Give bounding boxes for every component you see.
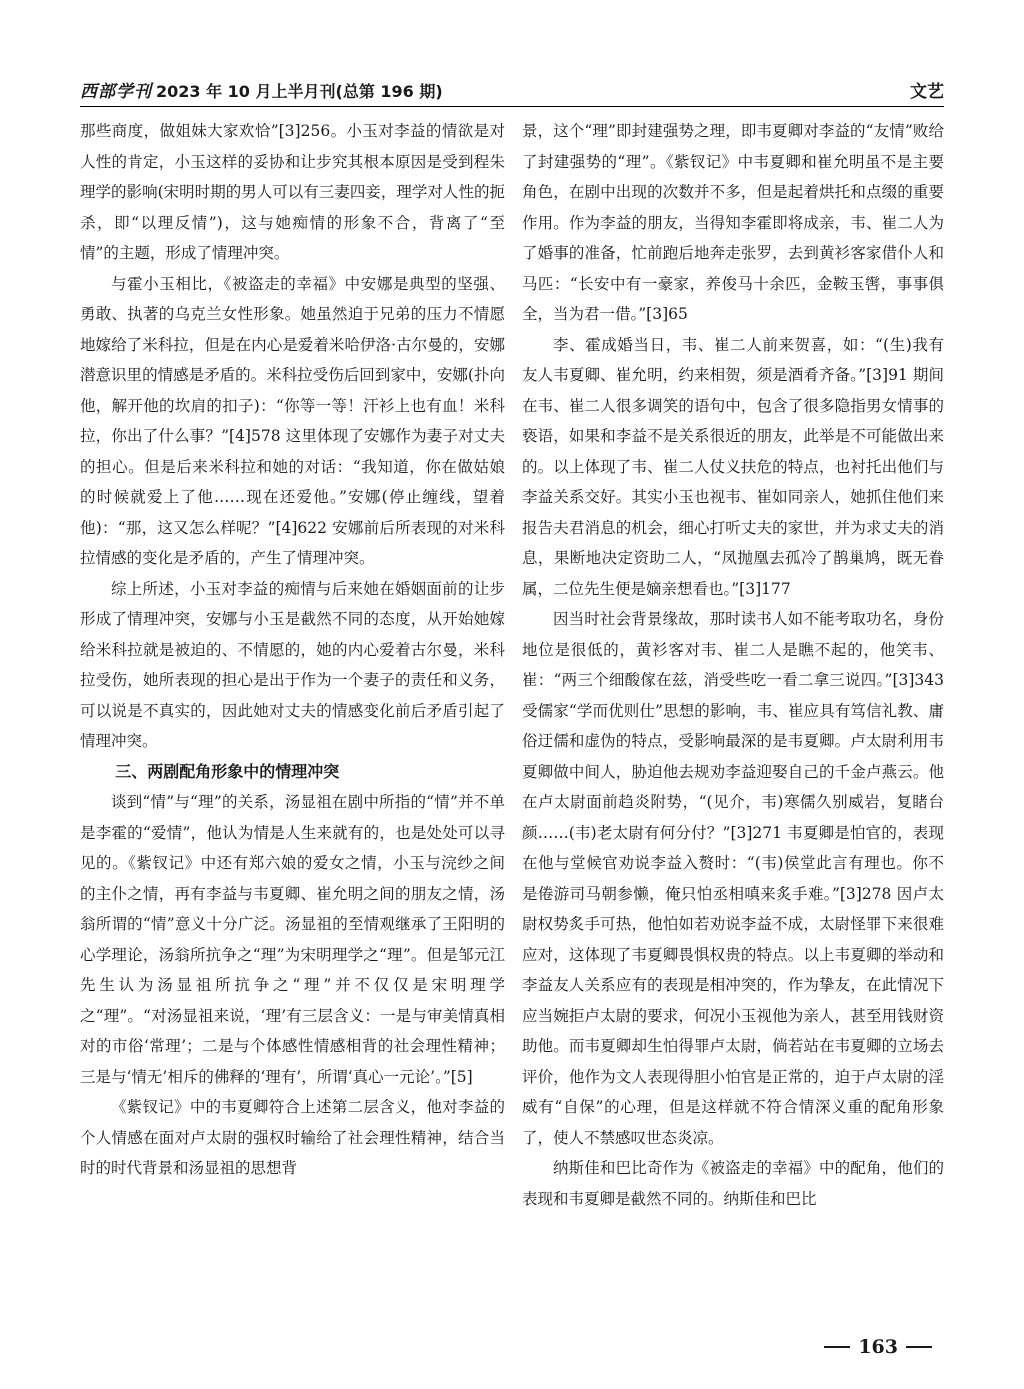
section-heading: 三、两剧配角形象中的情理冲突 (115, 761, 340, 781)
section-label: 文艺 (910, 82, 944, 102)
page-number: 163 (858, 1336, 898, 1358)
left-column (80, 116, 505, 1184)
journal-logo: 西部学刊 (80, 82, 152, 102)
paragraph: 与霍小玉相比，《被盗走的幸福》中安娜是典型的坚强、勇敢、执著的乌克兰女性形象。她虽然迫于兄弟的压力不情愿地嫁给了米科拉，但是在内心是爱着米哈伊洛·古尔曼的，安娜潜意识里的情感是矛盾的。米科拉受伤后回到家中，安娜(扑向他，解开他的坎肩的扣子)：“你等一等！汗衫上也有血！米科拉，你出了什么事？”[4]578 这里体现了安娜作为妻子对丈夫的担心。但是后来米科拉和她的对话：“我知道，你在做姑娘的时候就爱上了他……现在还爱他。”安娜(停止缠线，望着他)：“那，这又怎么样呢？”[4]622 安娜前后所表现的对米科拉情感的变化是矛盾的，产生了情理冲突。 (80, 274, 505, 567)
header-left (80, 77, 443, 102)
issue-info: 2023 年 10 月上半月刊(总第 196 期) (156, 82, 443, 101)
folio-dash-left (824, 1346, 850, 1348)
paragraph: 景，这个“理”即封建强势之理，即韦夏卿对李益的“友情”败给了封建强势的“理”。《紫钗记》中韦夏卿和崔允明虽不是主要角色，在剧中出现的次数并不多，但是起着烘托和点缀的重要作用。作为李益的朋友，当得知李霍即将成亲，韦、崔二人为了婚事的准备，忙前跑后地奔走张罗，去到黄衫客家借仆人和马匹：“长安中有一豪家，养俊马十余匹，金鞍玉辔，事事俱全，当为君一借。”[3]65 (522, 122, 944, 323)
paragraph: 谈到“情”与“理”的关系，汤显祖在剧中所指的“情”并不单是李霍的“爱情”，他认为情是人生来就有的，也是处处可以寻见的。《紫钗记》中还有郑六娘的爱女之情，小玉与浣纱之间的主仆之情，再有李益与韦夏卿、崔允明之间的朋友之情，汤翁所谓的“情”意义十分广泛。汤显祖的至情观继承了王阳明的心学理论，汤翁所抗争之“理”为宋明理学之“理”。但是邹元江先生认为汤显祖所抗争之“理”并不仅仅是宋明理学之“理”。“对汤显祖来说，‘理’有三层含义：一是与审美情真相对的市俗‘常理’；二是与个体感性情感相背的社会理性精神；三是与‘情无’相斥的佛释的‘理有’，所谓‘真心一元论’。”[5] (80, 793, 505, 1086)
paragraph: 综上所述，小玉对李益的痴情与后来她在婚姻面前的让步形成了情理冲突，安娜与小玉是截然不同的态度，从开始她嫁给米科拉就是被迫的、不情愿的，她的内心爱着古尔曼，米科拉受伤，她所表现的担心是出于作为一个妻子的责任和义务，可以说是不真实的，因此她对丈夫的情感变化前后矛盾引起了情理冲突。 (80, 579, 505, 750)
paragraph: 纳斯佳和巴比奇作为《被盗走的幸福》中的配角，他们的表现和韦夏卿是截然不同的。纳斯佳和巴比 (522, 1159, 944, 1208)
paragraph: 李、霍成婚当日，韦、崔二人前来贺喜，如：“(生)我有友人韦夏卿、崔允明，约来相贺，须是酒肴齐备。”[3]91 期间在韦、崔二人很多调笑的语句中，包含了很多隐指男女情事的亵语，如果和李益不是关系很近的朋友，此举是不可能做出来的。以上体现了韦、崔二人仗义扶危的特点，也衬托出他们与李益关系交好。其实小玉也视韦、崔如同亲人，她抓住他们来报告夫君消息的机会，细心打听丈夫的家世，并为求丈夫的消息，果断地决定资助二人，“凤抛凰去孤冷了鹊巢鸠，既无眷属，二位先生便是嫡亲想看也。”[3]177 (522, 335, 944, 598)
running-header (80, 72, 944, 107)
right-column (522, 116, 944, 1214)
page-number-footer (824, 1336, 932, 1358)
paragraph: 因当时社会背景缘故，那时读书人如不能考取功名，身份地位是很低的，黄衫客对韦、崔二人是瞧不起的，他笑韦、崔：“两三个细酸傢在兹，消受些吃一看二拿三说四。”[3]343 受儒家“学而优则仕”思想的影响，韦、崔应具有笃信礼教、庸俗迂儒和虚伪的特点，受影响最深的是韦夏卿。卢太尉利用韦夏卿做中间人，胁迫他去规劝李益迎娶自己的千金卢燕云。他在卢太尉面前趋炎附势，“(见介，韦)寒儒久别威岩，复睹台颜……(韦)老太尉有何分付？”[3]271 韦夏卿是怕官的，表现在他与堂候官劝说李益入赘时：“(韦)侯堂此言有理也。你不是倦游司马朝参懒，俺只怕丞相嗔来炙手难。”[3]278 因卢太尉权势炙手可热，他怕如若劝说李益不成，太尉怪罪下来很难应对，这体现了韦夏卿畏惧权贵的特点。以上韦夏卿的举动和李益友人关系应有的表现是相冲突的，作为挚友，在此情况下应当婉拒卢太尉的要求，何况小玉视他为亲人，甚至用钱财资助他。而韦夏卿却生怕得罪卢太尉，倘若站在韦夏卿的立场去评价，他作为文人表现得胆小怕官是正常的，迫于卢太尉的淫威有“自保”的心理，但是这样就不符合情深义重的配角形象了，使人不禁感叹世态炎凉。 (522, 610, 944, 1147)
folio-dash-right (906, 1346, 932, 1348)
paragraph: 《紫钗记》中的韦夏卿符合上述第二层含义，他对李益的个人情感在面对卢太尉的强权时输给了社会理性精神，结合当时的时代背景和汤显祖的思想背 (80, 1098, 505, 1177)
paragraph: 那些商度，做姐妹大家欢恰”[3]256。小玉对李益的情欲是对人性的肯定，小玉这样的妥协和让步究其根本原因是受到程朱理学的影响(宋明时期的男人可以有三妻四妾，理学对人性的扼杀，即“以理反情”)，这与她痴情的形象不合，背离了“至情”的主题，形成了情理冲突。 (80, 122, 505, 262)
